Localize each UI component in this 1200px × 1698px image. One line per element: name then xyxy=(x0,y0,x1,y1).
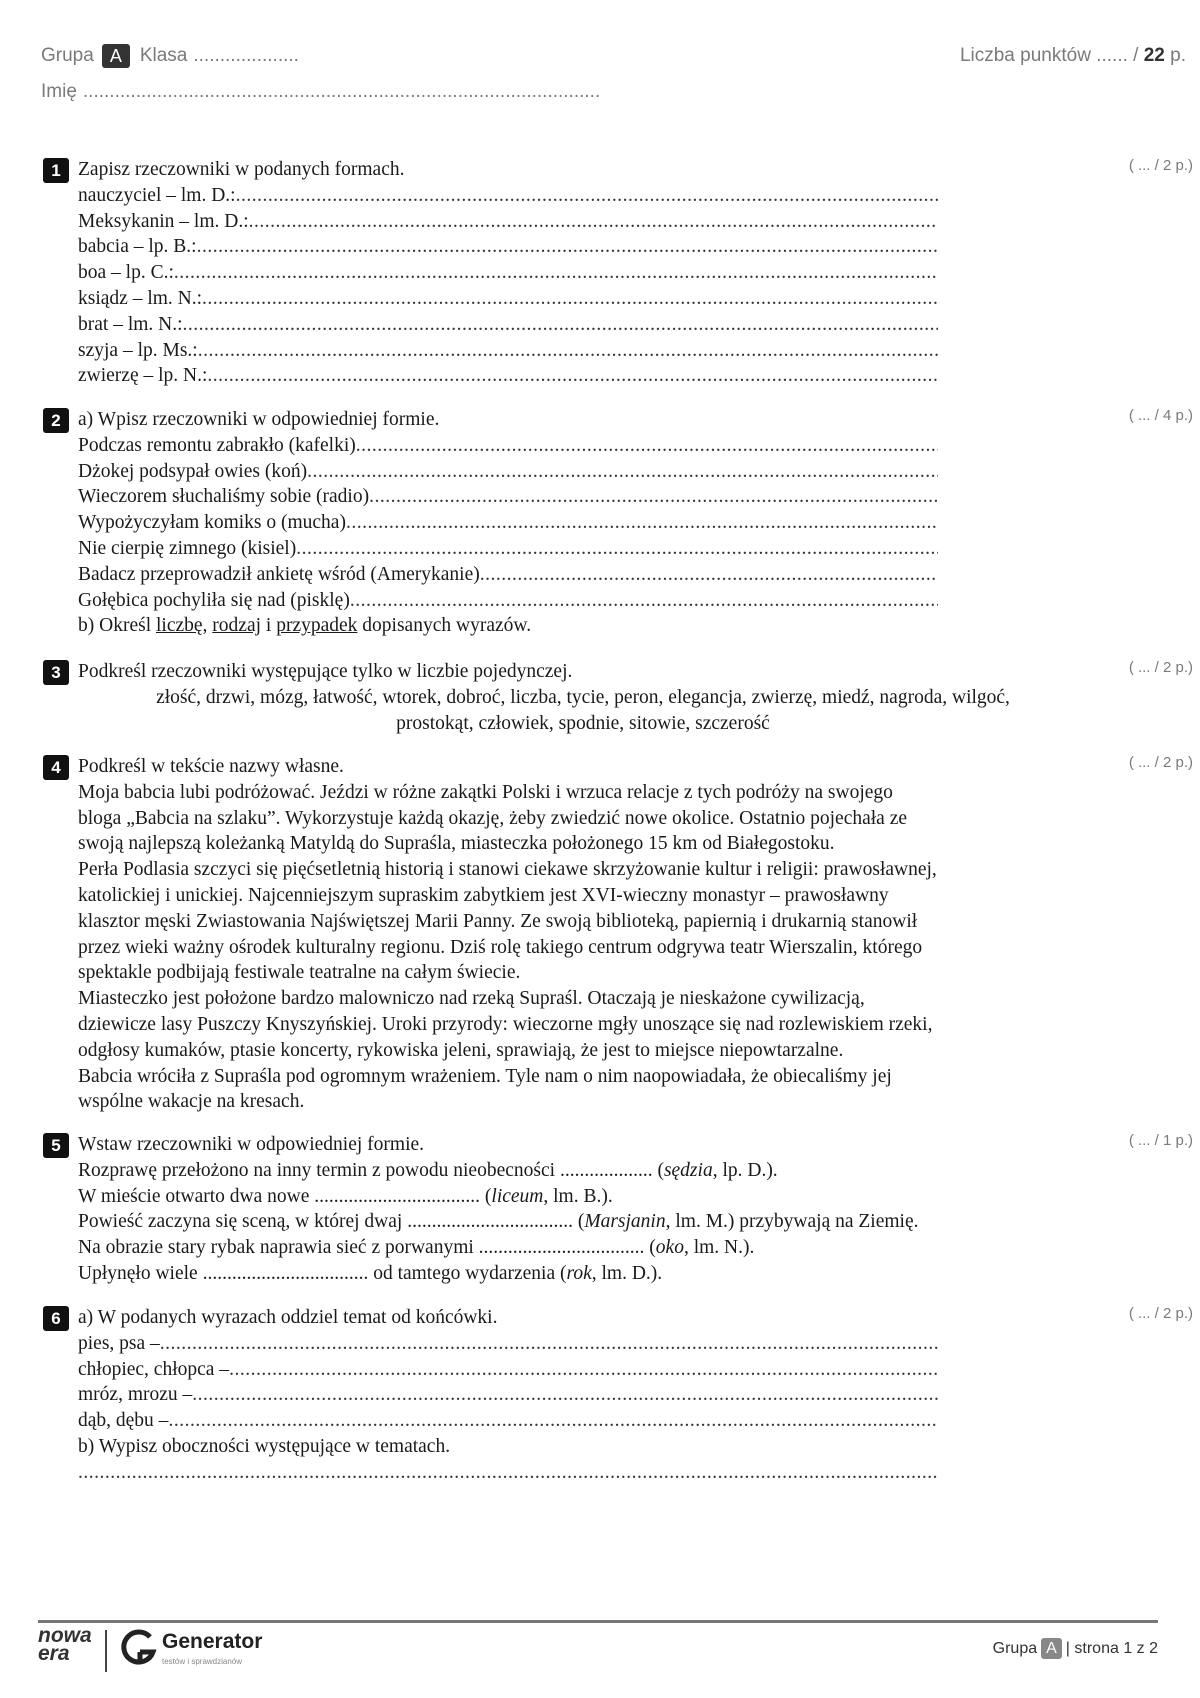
imie-label: Imię xyxy=(41,81,77,102)
text-line[interactable]: klasztor męski Zwiastowania Najświętszej Marii Panny. Ze swoją biblioteką, papiernią i drukarnią stanowił xyxy=(78,910,918,932)
answer-dots[interactable] xyxy=(207,363,938,389)
task-body xyxy=(78,1132,1128,1287)
answer-dots[interactable]: .................................. xyxy=(202,1262,369,1284)
base-word: rok xyxy=(566,1262,592,1284)
answer-dots[interactable] xyxy=(183,312,938,338)
text-line[interactable]: przez wieki ważny ośrodek kulturalny regionu. Dziś rolę takiego centrum odgrywa teatr Wierszalin, którego xyxy=(78,936,923,958)
sentence xyxy=(78,1235,1128,1261)
klasa-field[interactable]: .................... xyxy=(193,45,299,66)
points-total: 22 xyxy=(1143,45,1165,66)
sentence xyxy=(78,1261,1128,1287)
part-b-sep: , xyxy=(202,615,213,637)
footer-page-info xyxy=(993,1638,1158,1659)
task-body xyxy=(78,1305,1128,1486)
item-label: dąb, dębu – xyxy=(78,1410,169,1432)
part-b-sep: i xyxy=(261,615,277,637)
text-line[interactable]: dziewicze lasy Puszczy Knyszyńskiej. Uroki przyrody: wieczorne mgły unoszące się nad rozlewiskiem rzeki, xyxy=(78,1013,933,1035)
answer-line[interactable] xyxy=(78,536,938,562)
word-list-line[interactable]: prostokąt, człowiek, spodnie, sitowie, szczerość xyxy=(396,712,770,734)
answer-line[interactable] xyxy=(78,234,938,260)
answer-line[interactable] xyxy=(78,1408,938,1434)
item-label: Gołębica pochyliła się nad (pisklę) xyxy=(78,589,350,611)
klasa-label: Klasa xyxy=(139,45,188,66)
task-number: 1 xyxy=(43,158,69,183)
task-number: 5 xyxy=(43,1133,69,1158)
underlined-word: przypadek xyxy=(276,615,358,637)
sentence-text: W mieście otwarto dwa nowe xyxy=(78,1185,315,1207)
header-points xyxy=(960,41,1186,71)
answer-dots[interactable] xyxy=(168,1408,938,1434)
text-line[interactable]: Perła Podlasia szczyci się pięćsetletnią historią i stanowi ciekawe skrzyżowanie kultur i religii: prawosławnej, xyxy=(78,859,937,881)
task-number: 4 xyxy=(43,755,69,780)
text-line[interactable]: swoją najlepszą koleżanką Matyldą do Supraśla, miasteczka położonego 15 km od Białegostoku. xyxy=(78,833,835,855)
sentence-text: , lm. B.). xyxy=(543,1185,613,1207)
item-label: chłopiec, chłopca – xyxy=(78,1358,230,1380)
imie-field[interactable]: .................................................................................................. xyxy=(82,81,601,102)
sentence-text: ( xyxy=(572,1211,585,1233)
sentence-text: ( xyxy=(644,1237,656,1259)
answer-dots[interactable]: ................... xyxy=(559,1159,653,1181)
item-label: Podczas remontu zabrakło (kafelki) xyxy=(78,434,356,456)
underlined-word: liczbę xyxy=(155,615,203,637)
task-instruction: Wstaw rzeczowniki w odpowiedniej formie. xyxy=(78,1134,425,1155)
answer-line[interactable] xyxy=(78,1460,938,1486)
part-b-text: dopisanych wyrazów. xyxy=(357,615,532,637)
sentence-text: od tamtego wydarzenia ( xyxy=(368,1262,567,1284)
answer-dots[interactable] xyxy=(346,510,938,536)
logo-separator xyxy=(105,1630,107,1672)
base-word: oko xyxy=(655,1237,684,1259)
answer-dots[interactable] xyxy=(198,338,938,364)
task-instruction: a) W podanych wyrazach oddziel temat od końcówki. xyxy=(78,1307,498,1328)
answer-dots[interactable]: .................................. xyxy=(407,1211,573,1233)
task-number: 6 xyxy=(43,1306,69,1331)
underlined-word: rodzaj xyxy=(212,615,262,637)
answer-dots[interactable]: .................................. xyxy=(314,1185,481,1207)
answer-dots[interactable] xyxy=(307,459,938,485)
item-label: brat – lm. N.: xyxy=(78,313,183,335)
text-line[interactable]: spektakle podbijają festiwale teatralne na całym świecie. xyxy=(78,962,521,984)
answer-line[interactable] xyxy=(78,363,938,389)
answer-dots[interactable] xyxy=(356,433,938,459)
answer-dots[interactable] xyxy=(229,1357,938,1383)
sentence-text: , lp. D.). xyxy=(712,1159,778,1181)
footer-divider xyxy=(38,1620,1158,1623)
task-points: ( ... / 2 p.) xyxy=(1128,157,1193,174)
item-label: Wieczorem słuchaliśmy sobie (radio) xyxy=(78,486,370,508)
text-line[interactable]: Babcia wróciła z Supraśla pod ogromnym wrażeniem. Tyle nam o nim naopowiadała, że obiecaliśmy jej xyxy=(78,1065,892,1087)
task-number: 2 xyxy=(43,408,69,433)
answer-line[interactable] xyxy=(78,286,938,312)
task-part-b: b) Wypisz oboczności występujące w tematach. xyxy=(78,1435,451,1457)
item-label: nauczyciel – lm. D.: xyxy=(78,184,236,206)
task-instruction: Podkreśl w tekście nazwy własne. xyxy=(78,756,344,777)
answer-line[interactable] xyxy=(78,1357,938,1383)
task-number: 3 xyxy=(43,660,69,685)
sentence-text: , lm. D.). xyxy=(591,1262,663,1284)
answer-line[interactable] xyxy=(78,312,938,338)
task-part-b xyxy=(78,613,1128,639)
answer-line[interactable] xyxy=(78,183,938,209)
answer-line[interactable] xyxy=(78,209,938,235)
logo-generator-text: Generator xyxy=(162,1630,263,1653)
text-line[interactable]: wspólne wakacje na kresach. xyxy=(78,1091,305,1113)
answer-line[interactable] xyxy=(78,588,938,614)
answer-dots[interactable] xyxy=(197,234,938,260)
answer-dots[interactable] xyxy=(78,1460,938,1486)
answer-dots[interactable]: .................................. xyxy=(478,1237,645,1259)
points-label: Liczba punktów ...... / xyxy=(959,45,1139,66)
generator-g-icon xyxy=(120,1628,158,1673)
item-label: mróz, mrozu – xyxy=(78,1384,193,1406)
answer-line[interactable] xyxy=(78,1382,938,1408)
sentence xyxy=(78,1184,1128,1210)
task-instruction: a) Wpisz rzeczowniki w odpowiedniej formie. xyxy=(78,409,440,430)
item-label: boa – lp. C.: xyxy=(78,262,174,284)
sentence-text: ( xyxy=(480,1185,492,1207)
answer-dots[interactable] xyxy=(202,286,938,312)
task-body xyxy=(78,407,1128,639)
item-label: zwierzę – lp. N.: xyxy=(78,365,208,387)
text-line[interactable]: Miasteczko jest położone bardzo malowniczo nad rzeką Supraśl. Otaczają je nieskażone cywilizacją, xyxy=(78,988,865,1010)
footer-grupa-label: Grupa xyxy=(992,1639,1038,1657)
answer-line[interactable] xyxy=(78,562,938,588)
answer-line[interactable] xyxy=(78,510,938,536)
answer-dots[interactable] xyxy=(249,209,938,235)
item-label: Meksykanin – lm. D.: xyxy=(78,210,249,232)
part-b-text: b) Określ xyxy=(78,615,156,637)
sentence-text: ( xyxy=(652,1159,664,1181)
item-label: Badacz przeprowadził ankietę wśród (Amerykanie) xyxy=(78,563,480,585)
answer-line[interactable] xyxy=(78,484,938,510)
answer-dots[interactable] xyxy=(192,1382,938,1408)
nowa-era-logo xyxy=(38,1624,92,1665)
word-list-line[interactable]: złość, drzwi, mózg, łatwość, wtorek, dobroć, liczba, tycie, peron, elegancja, zwierzę, miedź, nagroda, wilgoć, xyxy=(156,686,1010,708)
item-label: szyja – lp. Ms.: xyxy=(78,339,198,361)
answer-dots[interactable] xyxy=(480,562,938,588)
text-line[interactable]: bloga „Babcia na szlaku”. Wykorzystuje każdą okazję, żeby zwiedzić nowe okolice. Ostatnio pojechała ze xyxy=(78,807,908,829)
logo-nowa-text: nowa xyxy=(38,1624,92,1647)
answer-dots[interactable] xyxy=(369,484,938,510)
task-points: ( ... / 1 p.) xyxy=(1128,1132,1193,1149)
text-line[interactable]: katolickiej i unickiej. Najcenniejszym supraskim zabytkiem jest XVI-wieczny monastyr – prawosławny xyxy=(78,884,889,906)
text-line[interactable]: Moja babcia lubi podróżować. Jeździ w różne zakątki Polski i wrzuca relacje z tych podróży na swojego xyxy=(78,781,893,803)
task-instruction: Zapisz rzeczowniki w podanych formach. xyxy=(78,159,405,180)
grupa-label: Grupa xyxy=(41,45,94,66)
answer-dots[interactable] xyxy=(350,588,938,614)
answer-dots[interactable] xyxy=(174,260,938,286)
answer-dots[interactable] xyxy=(296,536,938,562)
answer-line[interactable] xyxy=(78,433,938,459)
item-label: Wypożyczyłam komiks o (mucha) xyxy=(78,512,346,534)
answer-dots[interactable] xyxy=(160,1331,938,1357)
sentence xyxy=(78,1158,1128,1184)
sentence xyxy=(78,1209,1128,1235)
task-body xyxy=(78,157,1128,389)
sentence-text: Rozprawę przełożono na inny termin z powodu nieobecności xyxy=(78,1159,560,1181)
header-row-group xyxy=(41,41,600,71)
text-line[interactable]: odgłosy kumaków, ptasie koncerty, rykowiska jeleni, sprawiają, że jest to miejsce niepowtarzalne. xyxy=(78,1039,844,1061)
base-word: sędzia xyxy=(663,1159,713,1181)
sentence-text: , lm. N.). xyxy=(683,1237,755,1259)
task-points: ( ... / 4 p.) xyxy=(1128,407,1193,424)
answer-line[interactable] xyxy=(78,459,938,485)
item-label: Nie cierpię zimnego (kisiel) xyxy=(78,537,297,559)
points-unit: p. xyxy=(1170,45,1186,66)
item-label: ksiądz – lm. N.: xyxy=(78,287,203,309)
task-points: ( ... / 2 p.) xyxy=(1128,659,1193,676)
task-points: ( ... / 2 p.) xyxy=(1128,754,1193,771)
item-label: babcia – lp. B.: xyxy=(78,236,197,258)
answer-line[interactable] xyxy=(78,1331,938,1357)
header-row-name xyxy=(41,77,600,107)
task-body xyxy=(78,754,1148,1115)
answer-line[interactable] xyxy=(78,260,938,286)
item-label: Dżokej podsypał owies (koń) xyxy=(78,460,308,482)
task-body xyxy=(78,659,1128,736)
base-word: liceum xyxy=(491,1185,544,1207)
logo-sub-text: testów i sprawdzianów xyxy=(162,1657,243,1666)
footer-page-label: | strona 1 z 2 xyxy=(1065,1639,1158,1657)
logo-era-text: era xyxy=(38,1642,70,1665)
task-instruction: Podkreśl rzeczowniki występujące tylko w liczbie pojedynczej. xyxy=(78,661,573,682)
footer-grupa-badge: A xyxy=(1041,1638,1062,1659)
sentence-text: Na obrazie stary rybak naprawia sieć z porwanymi xyxy=(78,1237,479,1259)
header-left xyxy=(41,41,600,107)
grupa-badge: A xyxy=(102,44,130,68)
sentence-text: , lm. M.) przybywają na Ziemię. xyxy=(665,1211,919,1233)
sentence-text: Upłynęło wiele xyxy=(78,1262,203,1284)
item-label: pies, psa – xyxy=(78,1332,160,1354)
task-points: ( ... / 2 p.) xyxy=(1128,1305,1193,1322)
answer-line[interactable] xyxy=(78,338,938,364)
base-word: Marsjanin xyxy=(584,1211,666,1233)
sentence-text: Powieść zaczyna się sceną, w której dwaj xyxy=(78,1211,408,1233)
answer-dots[interactable] xyxy=(236,183,938,209)
